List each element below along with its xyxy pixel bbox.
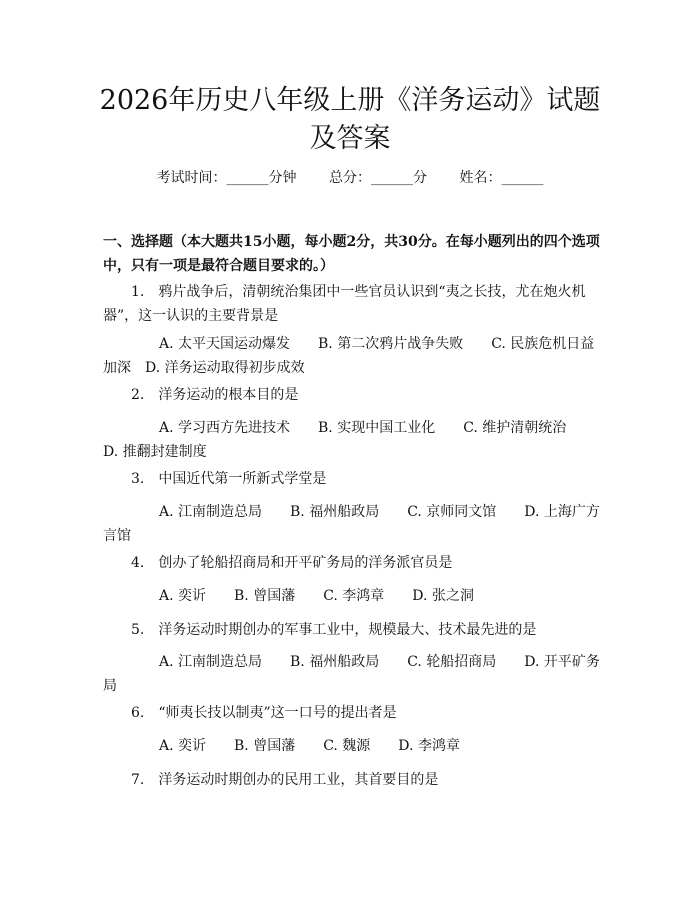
question-2-options: A. 学习西方先进技术 B. 实现中国工业化 C. 维护清朝统治 D. 推翻封建制度 (103, 420, 595, 460)
question-1-options: A. 太平天国运动爆发 B. 第二次鸦片战争失败 C. 民族危机日益加深 D. 洋务运动取得初步成效 (103, 336, 595, 376)
exam-title: 2026年历史八年级上册《洋务运动》试题及答案 (99, 85, 601, 154)
question-5-options: A. 江南制造总局 B. 福州船政局 C. 轮船招商局 D. 开平矿务局 (103, 654, 600, 694)
section-heading: 一、选择题（本大题共15小题，每小题2分，共30分。在每小题列出的四个选项中，只有一项是最符合题目要求的。） (103, 234, 600, 274)
exam-time: 考试时间：______分钟 (156, 170, 297, 186)
question-3-stem: 3. 中国近代第一所新式学堂是 (131, 471, 327, 487)
exam-name: 姓名：______ (459, 170, 544, 186)
question-6-stem: 6. “师夷长技以制夷”这一口号的提出者是 (131, 705, 397, 721)
question-5-stem: 5. 洋务运动时期创办的军事工业中，规模最大、技术最先进的是 (131, 622, 537, 638)
question-4-stem: 4. 创办了轮船招商局和开平矿务局的洋务派官员是 (131, 555, 453, 571)
question-7-stem: 7. 洋务运动时期创办的民用工业，其首要目的是 (131, 772, 439, 788)
question-3-options: A. 江南制造总局 B. 福州船政局 C. 京师同文馆 D. 上海广方言馆 (103, 504, 600, 544)
exam-meta (0, 168, 700, 188)
question-1-stem: 1. 鸦片战争后，清朝统治集团中一些官员认识到“夷之长技，尤在炮火机器”，这一认识的主要背景是 (103, 284, 586, 324)
question-6-options: A. 奕䜣 B. 曾国藩 C. 魏源 D. 李鸿章 (159, 738, 460, 754)
question-2-stem: 2. 洋务运动的根本目的是 (131, 387, 299, 403)
question-4-options: A. 奕䜣 B. 曾国藩 C. 李鸿章 D. 张之洞 (159, 588, 474, 604)
exam-score: 总分：______分 (329, 170, 427, 186)
